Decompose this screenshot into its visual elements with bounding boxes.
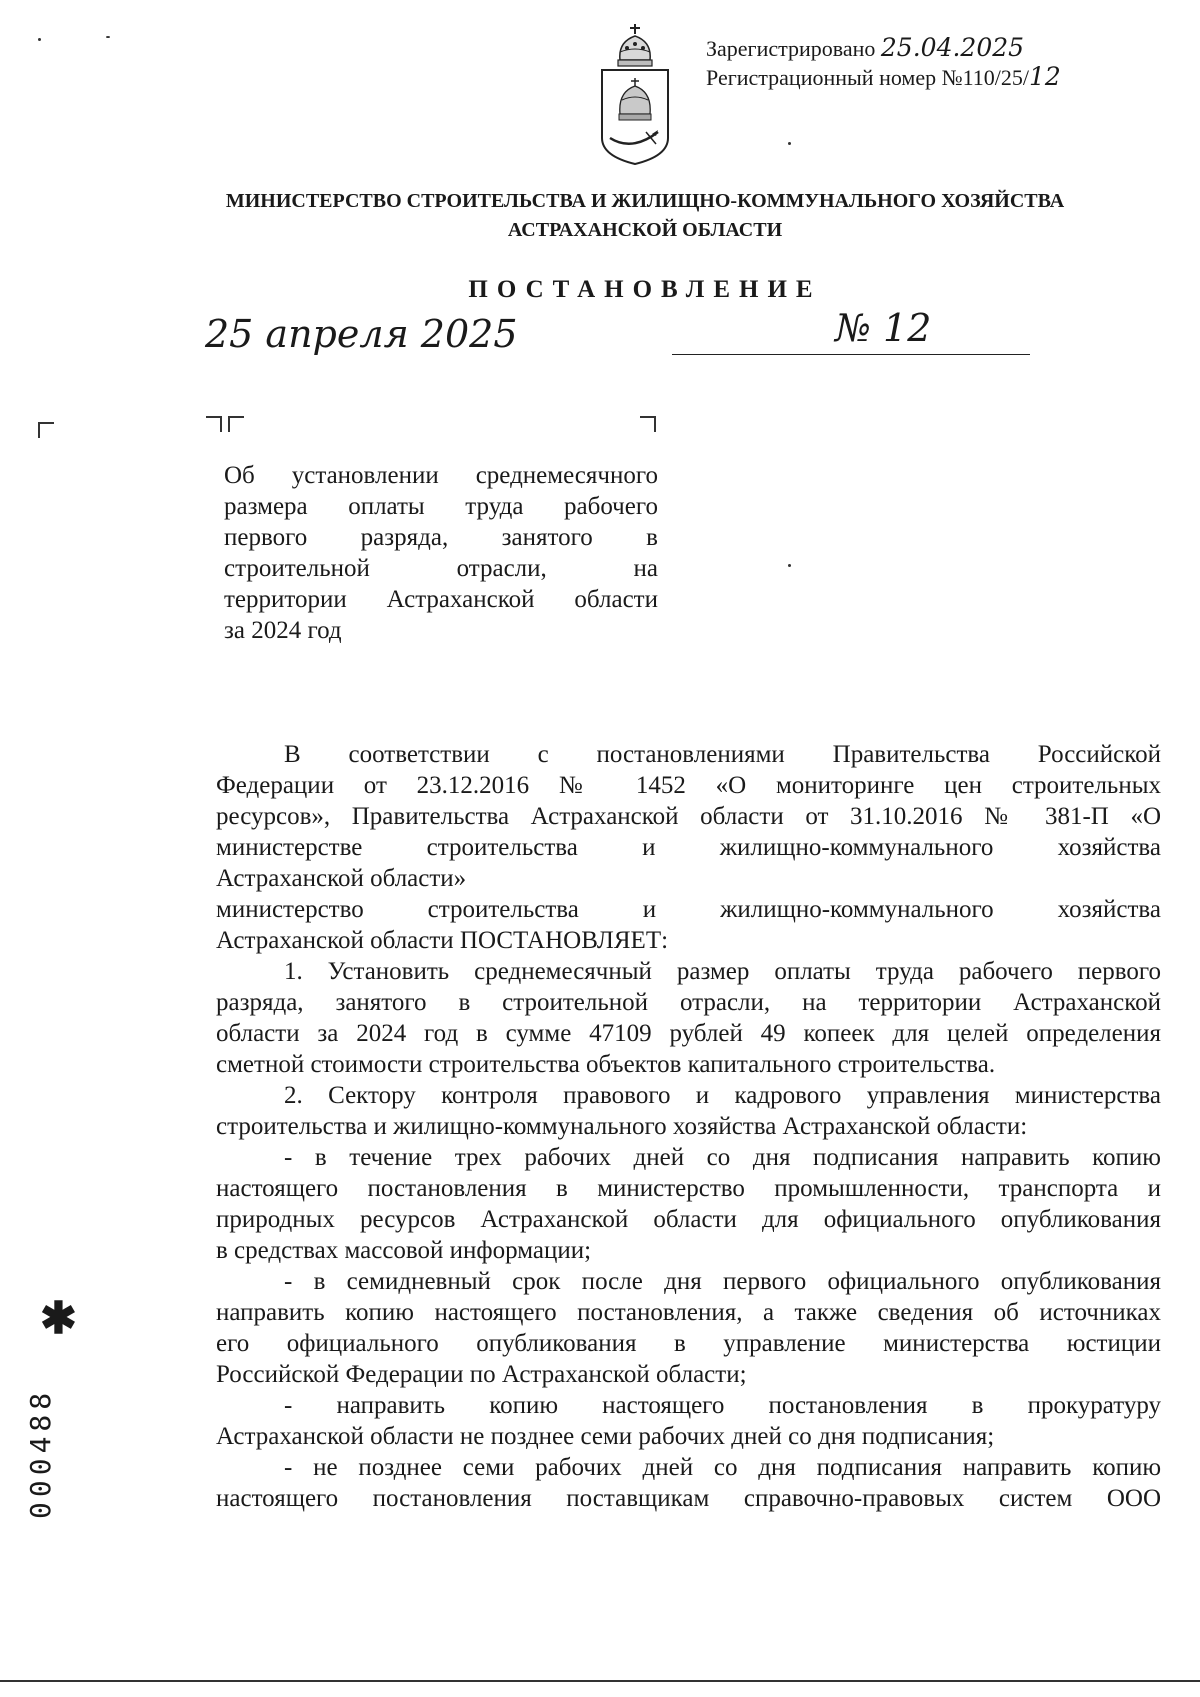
margin-serial: 000488 <box>24 1387 57 1519</box>
body-line: его официального опубликования в управление министерства юстиции <box>216 1330 1161 1357</box>
scan-speck <box>788 564 791 567</box>
body-line: Федерации от 23.12.2016 № 1452 «О мониторинге цен строительных <box>216 772 1161 799</box>
body-line: сметной стоимости строительства объектов капитального строительства. <box>216 1051 996 1078</box>
body-line: министерство строительства и жилищно-коммунального хозяйства <box>216 896 1161 923</box>
subject-line: строительной отрасли, на <box>224 555 658 582</box>
page-corner-mark <box>38 422 54 438</box>
body-line: - направить копию настоящего постановления в прокуратуру <box>284 1392 1161 1419</box>
ministry-name <box>170 190 1120 242</box>
subject-line: первого разряда, занятого в <box>224 524 658 551</box>
decree-body <box>216 739 1161 1514</box>
body-line: в средствах массовой информации; <box>216 1237 592 1264</box>
scan-speck <box>38 38 41 41</box>
registration-stamp <box>706 34 1061 92</box>
body-line: настоящего постановления поставщикам справочно-правовых систем ООО <box>216 1485 1161 1512</box>
subject-bracket-left-b <box>228 416 244 432</box>
body-line: области за 2024 год в сумме 47109 рублей 49 копеек для целей определения <box>216 1020 1161 1047</box>
subject-line: Об установлении среднемесячного <box>224 462 658 489</box>
body-line: министерстве строительства и жилищно-коммунального хозяйства <box>216 834 1161 861</box>
body-line: Астраханской области не позднее семи рабочих дней со дня подписания; <box>216 1423 995 1450</box>
body-line: Астраханской области ПОСТАНОВЛЯЕТ: <box>216 927 669 954</box>
body-line: 2. Сектору контроля правового и кадрового управления министерства <box>284 1082 1161 1109</box>
body-line: - в семидневный срок после дня первого официального опубликования <box>284 1268 1161 1295</box>
scan-speck <box>788 142 791 145</box>
body-line: настоящего постановления в министерство промышленности, транспорта и <box>216 1175 1161 1202</box>
handwritten-number: № 12 <box>835 306 932 350</box>
registration-number-line <box>706 63 1061 92</box>
body-line: В соответствии с постановлениями Правительства Российской <box>284 741 1161 768</box>
ministry-line-1: МИНИСТЕРСТВО СТРОИТЕЛЬСТВА И ЖИЛИЩНО-КОММУНАЛЬНОГО ХОЗЯЙСТВА <box>225 190 1065 212</box>
subject-bracket-left-a <box>206 416 222 432</box>
body-line: - не позднее семи рабочих дней со дня подписания направить копию <box>284 1454 1161 1481</box>
decree-title: ПОСТАНОВЛЕНИЕ <box>468 276 822 303</box>
subject-line: территории Астраханской области <box>224 586 658 613</box>
registered-label: Зарегистрировано <box>706 36 876 61</box>
body-line: направить копию настоящего постановления, а также сведения об источниках <box>216 1299 1161 1326</box>
body-line: Астраханской области» <box>216 865 467 892</box>
registered-date: 25.04.2025 <box>880 33 1025 62</box>
body-line: разряда, занятого в строительной отрасли, на территории Астраханской <box>216 989 1161 1016</box>
registration-number-label: Регистрационный номер №110/25/ <box>706 65 1030 90</box>
body-line: Российской Федерации по Астраханской области; <box>216 1361 747 1388</box>
subject-block <box>224 460 658 646</box>
coat-of-arms-icon <box>596 20 674 166</box>
margin-star: ✱ <box>40 1294 77 1343</box>
registration-date-line <box>706 34 1061 63</box>
subject-line: за 2024 год <box>224 617 342 644</box>
scan-speck <box>106 36 110 38</box>
page-bottom-rule <box>0 1680 1200 1682</box>
body-line: строительства и жилищно-коммунального хозяйства Астраханской области: <box>216 1113 1028 1140</box>
handwritten-date: 25 апреля 2025 <box>205 312 518 356</box>
body-line: ресурсов», Правительства Астраханской области от 31.10.2016 № 381-П «О <box>216 803 1161 830</box>
subject-line: размера оплаты труда рабочего <box>224 493 658 520</box>
ministry-line-2: АСТРАХАНСКОЙ ОБЛАСТИ <box>507 219 783 241</box>
body-line: природных ресурсов Астраханской области для официального опубликования <box>216 1206 1161 1233</box>
body-line: - в течение трех рабочих дней со дня подписания направить копию <box>284 1144 1161 1171</box>
subject-bracket-right <box>640 416 656 432</box>
body-line: 1. Установить среднемесячный размер оплаты труда рабочего первого <box>284 958 1161 985</box>
registration-number-suffix: 12 <box>1029 62 1061 91</box>
number-underline <box>672 354 1030 355</box>
